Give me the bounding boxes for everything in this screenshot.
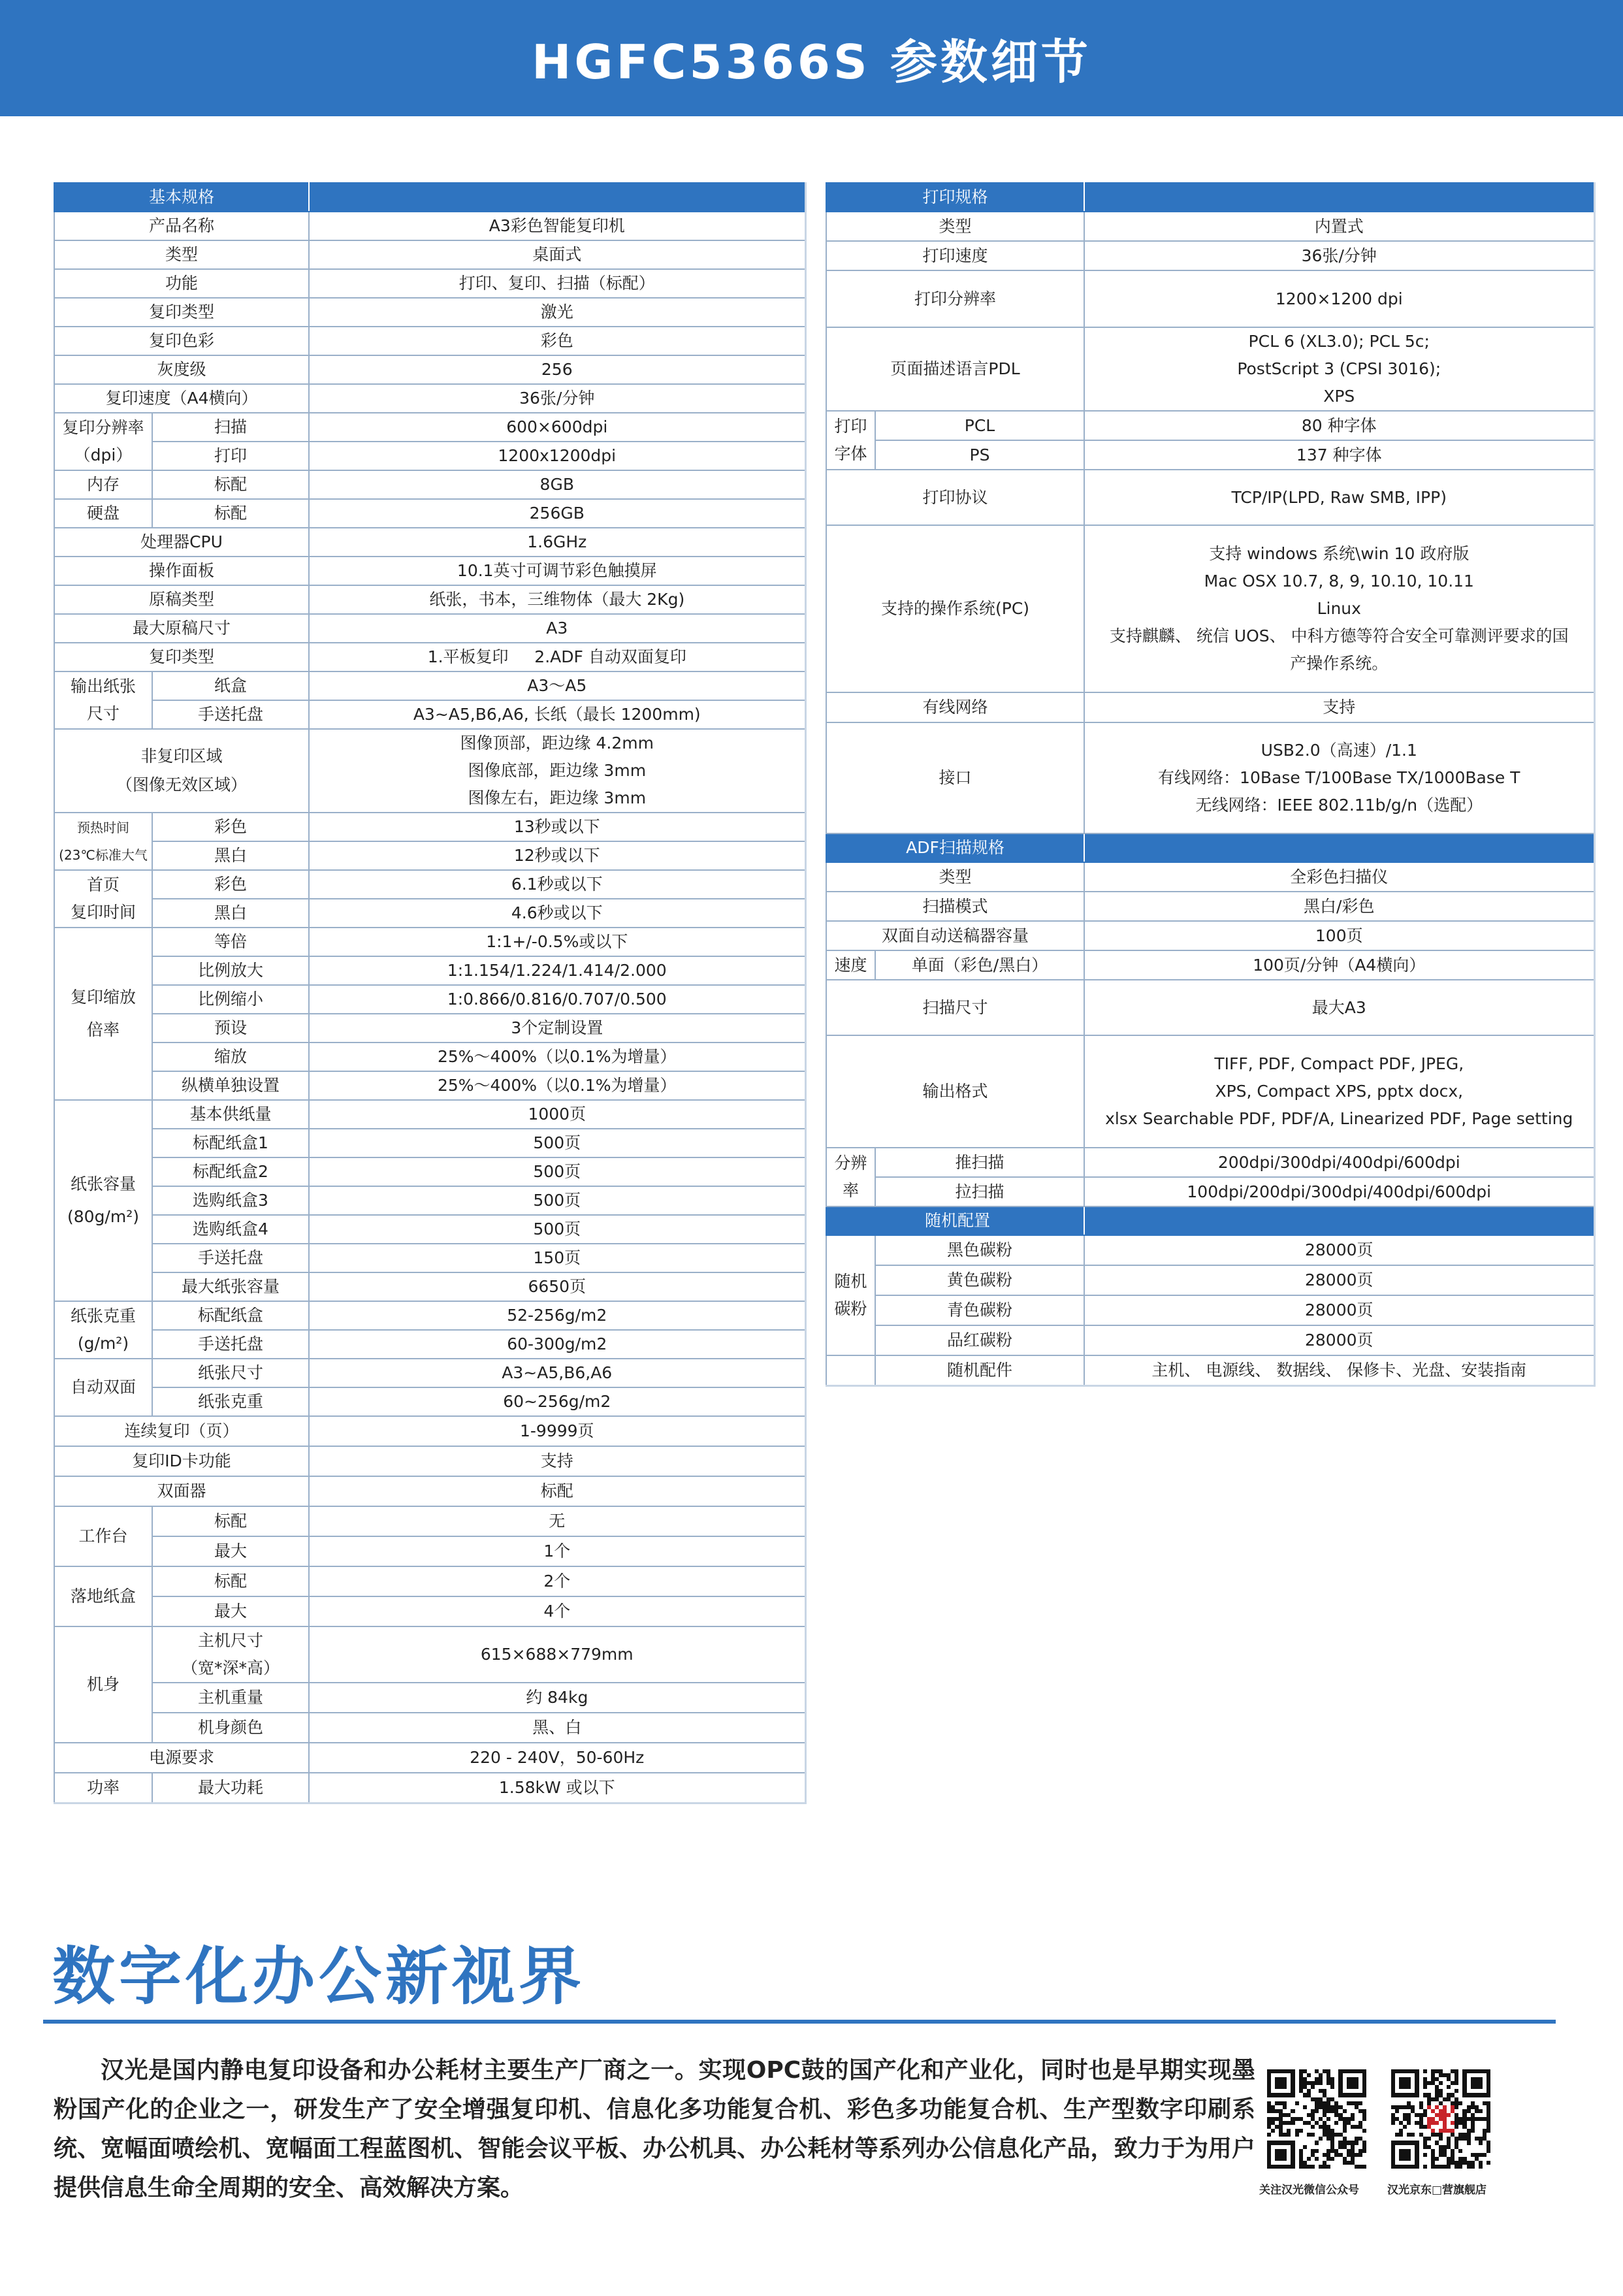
spec-label: 复印ID卡功能 [54,1446,309,1476]
spec-value: 标配 [309,1476,805,1506]
spec-row [54,1071,805,1100]
spec-value: 支持 windows 系统\win 10 政府版 Mac OSX 10.7, 8, 9, 10.10, 10.11 Linux 支持麒麟、 统信 UOS、 中科方德等符合安全可靠测评要求的国 产操作系统。 [1084,525,1594,692]
spec-sub-label: 标配 [152,499,309,528]
spec-sub-label: PCL [875,411,1084,440]
spec-value: 137 种字体 [1084,440,1594,470]
spec-sub-label: 标配纸盒1 [152,1129,309,1157]
spec-row [826,270,1594,327]
spec-value: 150页 [309,1244,805,1272]
spec-row [54,557,805,585]
spec-sub-label: 随机配件 [875,1355,1084,1385]
spec-value: A3彩色智能复印机 [309,212,805,240]
spec-label: 双面自动送稿器容量 [826,921,1084,950]
spec-sub-label: 最大功耗 [152,1773,309,1803]
spec-value: A3~A5,B6,A6 [309,1359,805,1387]
spec-group-label: 纸张容量 (80g/m²) [54,1100,152,1301]
spec-sub-label: 最大 [152,1536,309,1566]
spec-row [826,1325,1594,1355]
section-title: 打印规格 [826,183,1084,212]
spec-sub-label: 手送托盘 [152,1244,309,1272]
spec-value: 60~256g/m2 [309,1387,805,1416]
spec-sub-label: 主机尺寸 （宽*深*高） [152,1626,309,1683]
spec-row [54,1743,805,1773]
spec-row [826,892,1594,921]
spec-value: TCP/IP(LPD, Raw SMB, IPP) [1084,470,1594,525]
jd-store-qr-code-icon [1391,2069,1490,2169]
spec-row [826,241,1594,270]
spec-sub-label: 扫描 [152,413,309,442]
spec-value: 500页 [309,1157,805,1186]
spec-row [54,870,805,899]
spec-label: 扫描模式 [826,892,1084,921]
spec-label: 功能 [54,269,309,298]
spec-sub-label: 选购纸盒3 [152,1186,309,1215]
spec-label: 双面器 [54,1476,309,1506]
spec-value: 支持 [1084,692,1594,722]
spec-value: 28000页 [1084,1265,1594,1295]
spec-row [54,1773,805,1803]
spec-row [826,470,1594,525]
spec-group-label: 工作台 [54,1506,152,1566]
spec-value: 图像顶部，距边缘 4.2mm 图像底部，距边缘 3mm 图像左右，距边缘 3mm [309,729,805,813]
spec-group-label: 纸张克重 (g/m²) [54,1301,152,1359]
spec-row [54,700,805,729]
spec-value: 纸张，书本，三维物体（最大 2Kg) [309,585,805,614]
spec-label: 产品名称 [54,212,309,240]
spec-row [826,1235,1594,1265]
spec-value: 12秒或以下 [309,841,805,870]
spec-label: 灰度级 [54,355,309,384]
spec-row [54,1387,805,1416]
spec-sub-label: 黑白 [152,899,309,928]
spec-sub-label: 黄色碳粉 [875,1265,1084,1295]
spec-row [54,1244,805,1272]
spec-sub-label: 标配 [152,1506,309,1536]
spec-row [54,1506,805,1536]
spec-group-label: 机身 [54,1626,152,1743]
spec-row [54,355,805,384]
spec-sub-label: 彩色 [152,813,309,841]
spec-row [54,841,805,870]
spec-value: TIFF, PDF, Compact PDF, JPEG, XPS, Compact XPS, pptx docx, xlsx Searchable PDF, PDF/A, Linearized PDF, Page setting [1084,1035,1594,1148]
section-title: 随机配置 [826,1206,1084,1235]
spec-row [826,212,1594,241]
spec-row [826,1265,1594,1295]
spec-value: 主机、 电源线、 数据线、 保修卡、光盘、安装指南 [1084,1355,1594,1385]
spec-group-label: 复印缩放 倍率 [54,928,152,1100]
spec-value: 36张/分钟 [1084,241,1594,270]
spec-label: 类型 [54,240,309,269]
spec-sub-label: 青色碳粉 [875,1295,1084,1325]
spec-value: 桌面式 [309,240,805,269]
spec-label: 打印分辨率 [826,270,1084,327]
spec-row [54,1566,805,1596]
spec-row [54,384,805,413]
spec-row [826,1177,1594,1206]
spec-value: 60-300g/m2 [309,1330,805,1359]
spec-value: 28000页 [1084,1295,1594,1325]
spec-value: 无 [309,1506,805,1536]
spec-row [54,240,805,269]
spec-value: 1:0.866/0.816/0.707/0.500 [309,985,805,1014]
slogan-heading: 数字化办公新视界 [52,1940,585,2013]
spec-label: 操作面板 [54,557,309,585]
spec-row [54,614,805,643]
spec-sub-label: 缩放 [152,1043,309,1071]
spec-row [54,729,805,813]
spec-sub-label: 机身颜色 [152,1713,309,1743]
spec-row [54,499,805,528]
spec-row [54,1272,805,1301]
spec-value: 黑、白 [309,1713,805,1743]
spec-group-label: 速度 [826,950,875,980]
spec-row [54,985,805,1014]
spec-value: 最大A3 [1084,980,1594,1035]
spec-label: 输出格式 [826,1035,1084,1148]
spec-label: 非复印区域 （图像无效区域） [54,729,309,813]
spec-value: 10.1英寸可调节彩色触摸屏 [309,557,805,585]
spec-value: 8GB [309,470,805,499]
spec-row [54,643,805,671]
spec-value: 4.6秒或以下 [309,899,805,928]
spec-value: 500页 [309,1215,805,1244]
section-title: ADF扫描规格 [826,833,1084,862]
spec-label: 复印类型 [54,298,309,327]
spec-label: 接口 [826,722,1084,833]
spec-sub-label: 彩色 [152,870,309,899]
spec-group-label: 输出纸张 尺寸 [54,671,152,729]
spec-row [826,440,1594,470]
spec-row [54,528,805,557]
spec-value: 彩色 [309,327,805,355]
spec-row [54,269,805,298]
spec-value: 激光 [309,298,805,327]
spec-row [54,212,805,240]
spec-sub-label: 最大纸张容量 [152,1272,309,1301]
spec-label: 处理器CPU [54,528,309,557]
spec-row [54,327,805,355]
spec-row [54,413,805,442]
spec-label: 复印色彩 [54,327,309,355]
spec-label: 扫描尺寸 [826,980,1084,1035]
spec-value: 黑白/彩色 [1084,892,1594,921]
spec-value: 100页/分钟（A4横向） [1084,950,1594,980]
spec-sub-label: PS [875,440,1084,470]
spec-label: 最大原稿尺寸 [54,614,309,643]
spec-row [826,921,1594,950]
spec-value: 25%～400%（以0.1%为增量） [309,1071,805,1100]
spec-label: 打印协议 [826,470,1084,525]
spec-sub-label: 品红碳粉 [875,1325,1084,1355]
spec-value: 1-9999页 [309,1416,805,1446]
spec-row [826,1148,1594,1177]
section-header [826,833,1594,862]
spec-row [54,1186,805,1215]
spec-group-label: 随机碳粉 [826,1235,875,1355]
spec-sub-label: 纵横单独设置 [152,1071,309,1100]
spec-value: 500页 [309,1129,805,1157]
spec-group-label: 自动双面 [54,1359,152,1416]
spec-group-label: 预热时间 (23℃标准大气 [54,813,152,870]
spec-sub-label: 标配 [152,470,309,499]
spec-row [826,411,1594,440]
spec-value: 1:1.154/1.224/1.414/2.000 [309,956,805,985]
spec-sub-label: 选购纸盒4 [152,1215,309,1244]
spec-sub-label: 拉扫描 [875,1177,1084,1206]
spec-value: 52-256g/m2 [309,1301,805,1330]
spec-value: 全彩色扫描仪 [1084,862,1594,892]
spec-label: 支持的操作系统(PC) [826,525,1084,692]
spec-row [54,442,805,470]
spec-group-label: 内存 [54,470,152,499]
spec-label: 连续复印（页） [54,1416,309,1446]
spec-row [54,1100,805,1129]
spec-value: 80 种字体 [1084,411,1594,440]
spec-value: 1:1+/-0.5%或以下 [309,928,805,956]
spec-value: 1200x1200dpi [309,442,805,470]
spec-row [826,692,1594,722]
spec-label: 页面描述语言PDL [826,327,1084,411]
spec-sub-label: 比例放大 [152,956,309,985]
spec-value: 200dpi/300dpi/400dpi/600dpi [1084,1148,1594,1177]
spec-value: 220 - 240V，50-60Hz [309,1743,805,1773]
page-title: HGFC5366S 参数细节 [532,35,1091,89]
spec-sub-label: 预设 [152,1014,309,1043]
spec-row [54,585,805,614]
spec-sub-label: 推扫描 [875,1148,1084,1177]
print-scan-spec-table [826,182,1596,1387]
spec-value: 3个定制设置 [309,1014,805,1043]
spec-row [826,1035,1594,1148]
spec-label: 复印类型 [54,643,309,671]
spec-row [54,1626,805,1683]
spec-row [54,470,805,499]
spec-row [54,1129,805,1157]
spec-row [54,1330,805,1359]
spec-value: 4个 [309,1596,805,1626]
spec-row [826,980,1594,1035]
section-header [54,183,805,212]
spec-group-label: 打印字体 [826,411,875,470]
spec-row [54,1713,805,1743]
spec-value: 28000页 [1084,1325,1594,1355]
spec-label: 类型 [826,212,1084,241]
spec-row [826,1295,1594,1325]
spec-row [826,1355,1594,1385]
basic-spec-table [54,182,807,1804]
spec-value: 2个 [309,1566,805,1596]
spec-sub-label: 纸张克重 [152,1387,309,1416]
spec-row [54,1596,805,1626]
spec-value: 28000页 [1084,1235,1594,1265]
spec-value: 支持 [309,1446,805,1476]
spec-label: 复印速度（A4横向） [54,384,309,413]
spec-sub-label: 打印 [152,442,309,470]
spec-value: 256GB [309,499,805,528]
spec-sub-label: 比例缩小 [152,985,309,1014]
spec-label: 打印速度 [826,241,1084,270]
qr-caption-store: 汉光京东□营旗舰店 [1387,2184,1487,2197]
spec-value: 打印、复印、扫描（标配） [309,269,805,298]
spec-value: 约 84kg [309,1683,805,1713]
spec-value: 6650页 [309,1272,805,1301]
spec-value: 内置式 [1084,212,1594,241]
page-header [0,0,1623,116]
spec-value: A3～A5 [309,671,805,700]
spec-row [54,671,805,700]
spec-row [54,899,805,928]
spec-sub-label: 单面（彩色/黑白） [875,950,1084,980]
spec-row [54,1215,805,1244]
spec-sub-label: 黑色碳粉 [875,1235,1084,1265]
spec-value: 600×600dpi [309,413,805,442]
wechat-qr-code-icon [1267,2069,1366,2169]
spec-value: 500页 [309,1186,805,1215]
spec-row [54,1476,805,1506]
spec-sub-label: 最大 [152,1596,309,1626]
spec-group-label: 落地纸盒 [54,1566,152,1626]
spec-row [54,1536,805,1566]
spec-sub-label: 黑白 [152,841,309,870]
spec-row [54,1014,805,1043]
spec-sub-label: 标配 [152,1566,309,1596]
spec-row [54,1043,805,1071]
spec-value: 13秒或以下 [309,813,805,841]
spec-value: 1000页 [309,1100,805,1129]
spec-value: 36张/分钟 [309,384,805,413]
spec-row [54,1416,805,1446]
spec-group-label: 首页 复印时间 [54,870,152,928]
spec-row [54,1301,805,1330]
spec-value: 1个 [309,1536,805,1566]
spec-sub-label: 等倍 [152,928,309,956]
spec-row [826,862,1594,892]
spec-sub-label: 手送托盘 [152,1330,309,1359]
spec-sub-label: 主机重量 [152,1683,309,1713]
spec-row [54,956,805,985]
spec-label: 有线网络 [826,692,1084,722]
spec-group-label: 分辨率 [826,1148,875,1206]
spec-sub-label: 基本供纸量 [152,1100,309,1129]
section-header [826,183,1594,212]
spec-row [54,1359,805,1387]
spec-value: 1.平板复印 2.ADF 自动双面复印 [309,643,805,671]
spec-row [826,950,1594,980]
spec-sub-label: 纸张尺寸 [152,1359,309,1387]
spec-value: 100dpi/200dpi/300dpi/400dpi/600dpi [1084,1177,1594,1206]
spec-row [826,525,1594,692]
spec-value: 100页 [1084,921,1594,950]
spec-group-label: 复印分辨率 （dpi） [54,413,152,470]
spec-row [54,928,805,956]
section-header [826,1206,1594,1235]
spec-label: 原稿类型 [54,585,309,614]
spec-row [54,1683,805,1713]
spec-value: USB2.0（高速）/1.1 有线网络：10Base T/100Base TX/1000Base T 无线网络：IEEE 802.11b/g/n（选配） [1084,722,1594,833]
spec-value: 256 [309,355,805,384]
spec-value: A3~A5,B6,A6, 长纸（最长 1200mm) [309,700,805,729]
spec-group-label: 硬盘 [54,499,152,528]
qr-caption-wechat: 关注汉光微信公众号 [1259,2184,1359,2197]
spec-group-label: 功率 [54,1773,152,1803]
company-description: 汉光是国内静电复印设备和办公耗材主要生产厂商之一。实现OPC鼓的国产化和产业化，同时也是早期实现墨粉国产化的企业之一，研发生产了安全增强复印机、信息化多功能复合机、彩色多功能复合机、生产型数字印刷系统、宽幅面喷绘机、宽幅面工程蓝图机、智能会议平板、办公机具、办公耗材等系列办公信息化产品，致力于为用户提供信息生命全周期的安全、高效解决方案。 [54,2057,1255,2201]
spec-value: PCL 6 (XL3.0); PCL 5c; PostScript 3 (CPSI 3016); XPS [1084,327,1594,411]
spec-value: 1.58kW 或以下 [309,1773,805,1803]
spec-row [826,722,1594,833]
spec-row [826,327,1594,411]
spec-sub-label: 纸盒 [152,671,309,700]
slogan-divider [43,2020,1556,2024]
spec-sub-label: 手送托盘 [152,700,309,729]
spec-row [54,813,805,841]
spec-value: 6.1秒或以下 [309,870,805,899]
spec-row [54,1157,805,1186]
spec-label: 类型 [826,862,1084,892]
spec-label: 电源要求 [54,1743,309,1773]
spec-value: 615×688×779mm [309,1626,805,1683]
spec-sub-label: 标配纸盒 [152,1301,309,1330]
section-title: 基本规格 [54,183,309,212]
spec-row [54,298,805,327]
spec-value: 1.6GHz [309,528,805,557]
spec-value: 1200×1200 dpi [1084,270,1594,327]
spec-sub-label: 标配纸盒2 [152,1157,309,1186]
spec-row [54,1446,805,1476]
spec-value: A3 [309,614,805,643]
spec-value: 25%～400%（以0.1%为增量） [309,1043,805,1071]
